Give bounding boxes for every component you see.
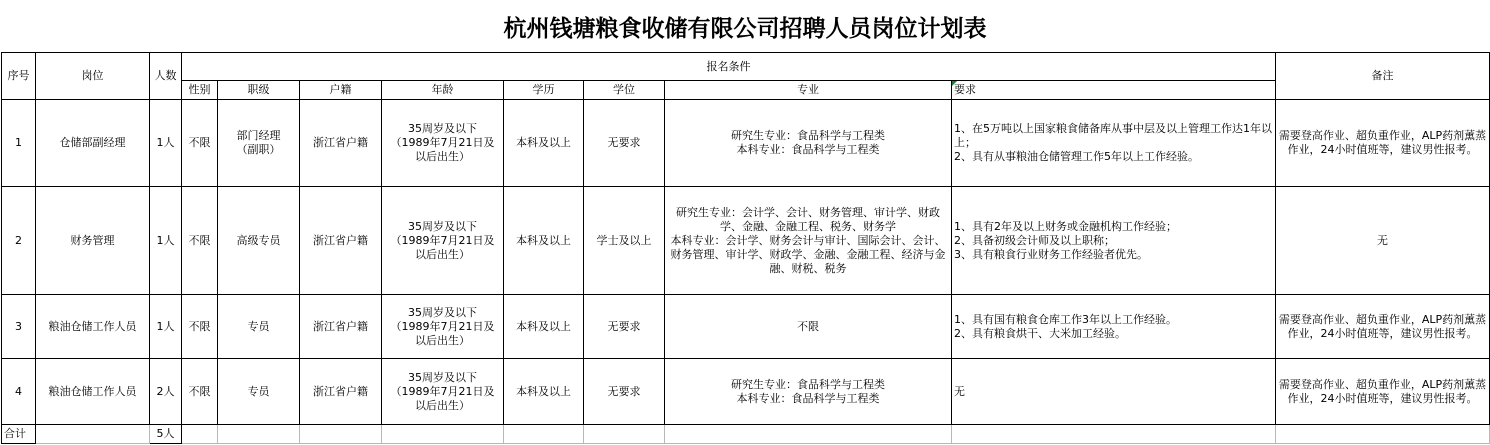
total-count: 5人 — [150, 425, 182, 444]
cell-education: 本科及以上 — [504, 295, 584, 359]
cell-degree: 无要求 — [584, 100, 665, 187]
total-empty-cell — [382, 425, 504, 444]
cell-seq: 3 — [2, 295, 36, 359]
cell-remark: 需要登高作业、超负重作业，ALP药剂薰蒸作业，24小时值班等，建议男性报考。 — [1276, 295, 1490, 359]
table-row — [2, 359, 1490, 425]
cell-post: 财务管理 — [36, 187, 150, 295]
total-empty-cell — [504, 425, 584, 444]
header-post: 岗位 — [36, 53, 150, 100]
cell-degree: 无要求 — [584, 359, 665, 425]
page-title: 杭州钱塘粮食收储有限公司招聘人员岗位计划表 — [503, 14, 987, 42]
header-conditions: 报名条件 — [182, 53, 1276, 81]
total-empty-cell — [300, 425, 382, 444]
total-empty-cell — [182, 425, 218, 444]
total-empty-cell — [1276, 425, 1490, 444]
cell-education: 本科及以上 — [504, 359, 584, 425]
header-education: 学历 — [504, 81, 584, 100]
cell-post: 粮油仓储工作人员 — [36, 359, 150, 425]
header-requirement: 要求 — [952, 81, 1276, 100]
cell-count: 1人 — [150, 100, 182, 187]
cell-gender: 不限 — [182, 187, 218, 295]
cell-gender: 不限 — [182, 100, 218, 187]
cell-remark: 需要登高作业、超负重作业，ALP药剂薰蒸作业，24小时值班等，建议男性报考。 — [1276, 100, 1490, 187]
header-seq: 序号 — [2, 53, 36, 100]
cell-count: 1人 — [150, 295, 182, 359]
cell-remark: 无 — [1276, 187, 1490, 295]
cell-major: 研究生专业：食品科学与工程类 本科专业：食品科学与工程类 — [665, 100, 952, 187]
cell-age: 35周岁及以下 （1989年7月21日及 以后出生） — [382, 187, 504, 295]
total-empty-cell — [952, 425, 1276, 444]
cell-age: 35周岁及以下 （1989年7月21日及 以后出生） — [382, 359, 504, 425]
cell-hukou: 浙江省户籍 — [300, 187, 382, 295]
header-gender: 性别 — [182, 81, 218, 100]
cell-count: 1人 — [150, 187, 182, 295]
cell-rank: 专员 — [218, 359, 300, 425]
cell-count: 2人 — [150, 359, 182, 425]
table-row — [2, 295, 1490, 359]
cell-major: 研究生专业：会计学、会计、财务管理、审计学、财政学、金融、金融工程、税务、财务学 本科专业：会计学、财务会计与审计、国际会计、会计、财务管理、审计学、财政学、金融、金融工程、经济与金融、财税、税务 — [665, 187, 952, 295]
header-major: 专业 — [665, 81, 952, 100]
total-label: 合计 — [2, 425, 36, 444]
total-empty-cell — [665, 425, 952, 444]
cell-requirement: 1、具有2年及以上财务或金融机构工作经验； 2、具备初级会计师及以上职称； 3、具有粮食行业财务工作经验者优先。 — [952, 187, 1276, 295]
cell-rank: 专员 — [218, 295, 300, 359]
cell-seq: 4 — [2, 359, 36, 425]
cell-remark: 需要登高作业、超负重作业，ALP药剂薰蒸作业，24小时值班等，建议男性报考。 — [1276, 359, 1490, 425]
cell-age: 35周岁及以下 （1989年7月21日及 以后出生） — [382, 100, 504, 187]
cell-hukou: 浙江省户籍 — [300, 359, 382, 425]
cell-age: 35周岁及以下 （1989年7月21日及 以后出生） — [382, 295, 504, 359]
cell-hukou: 浙江省户籍 — [300, 100, 382, 187]
cell-requirement: 1、具有国有粮食仓库工作3年以上工作经验。 2、具有粮食烘干、大米加工经验。 — [952, 295, 1276, 359]
cell-rank: 部门经理 （副职） — [218, 100, 300, 187]
table-row — [2, 187, 1490, 295]
cell-seq: 1 — [2, 100, 36, 187]
cell-requirement: 1、在5万吨以上国家粮食储备库从事中层及以上管理工作达1年以上； 2、具有从事粮油仓储管理工作5年以上工作经验。 — [952, 100, 1276, 187]
total-empty-cell — [584, 425, 665, 444]
cell-gender: 不限 — [182, 295, 218, 359]
cell-rank: 高级专员 — [218, 187, 300, 295]
total-row — [2, 425, 1490, 444]
cell-seq: 2 — [2, 187, 36, 295]
cell-post: 粮油仓储工作人员 — [36, 295, 150, 359]
header-age: 年龄 — [382, 81, 504, 100]
total-empty-cell — [218, 425, 300, 444]
header-rank: 职级 — [218, 81, 300, 100]
cell-education: 本科及以上 — [504, 100, 584, 187]
header-remark: 备注 — [1276, 53, 1490, 100]
cell-major: 研究生专业：食品科学与工程类 本科专业：食品科学与工程类 — [665, 359, 952, 425]
cell-education: 本科及以上 — [504, 187, 584, 295]
total-empty-cell — [36, 425, 150, 444]
cell-degree: 学士及以上 — [584, 187, 665, 295]
recruitment-plan-table — [1, 52, 1490, 444]
header-degree: 学位 — [584, 81, 665, 100]
table-row — [2, 100, 1490, 187]
header-hukou: 户籍 — [300, 81, 382, 100]
header-count: 人数 — [150, 53, 182, 100]
cell-major: 不限 — [665, 295, 952, 359]
cell-gender: 不限 — [182, 359, 218, 425]
cell-post: 仓储部副经理 — [36, 100, 150, 187]
cell-hukou: 浙江省户籍 — [300, 295, 382, 359]
cell-degree: 无要求 — [584, 295, 665, 359]
cell-requirement: 无 — [952, 359, 1276, 425]
